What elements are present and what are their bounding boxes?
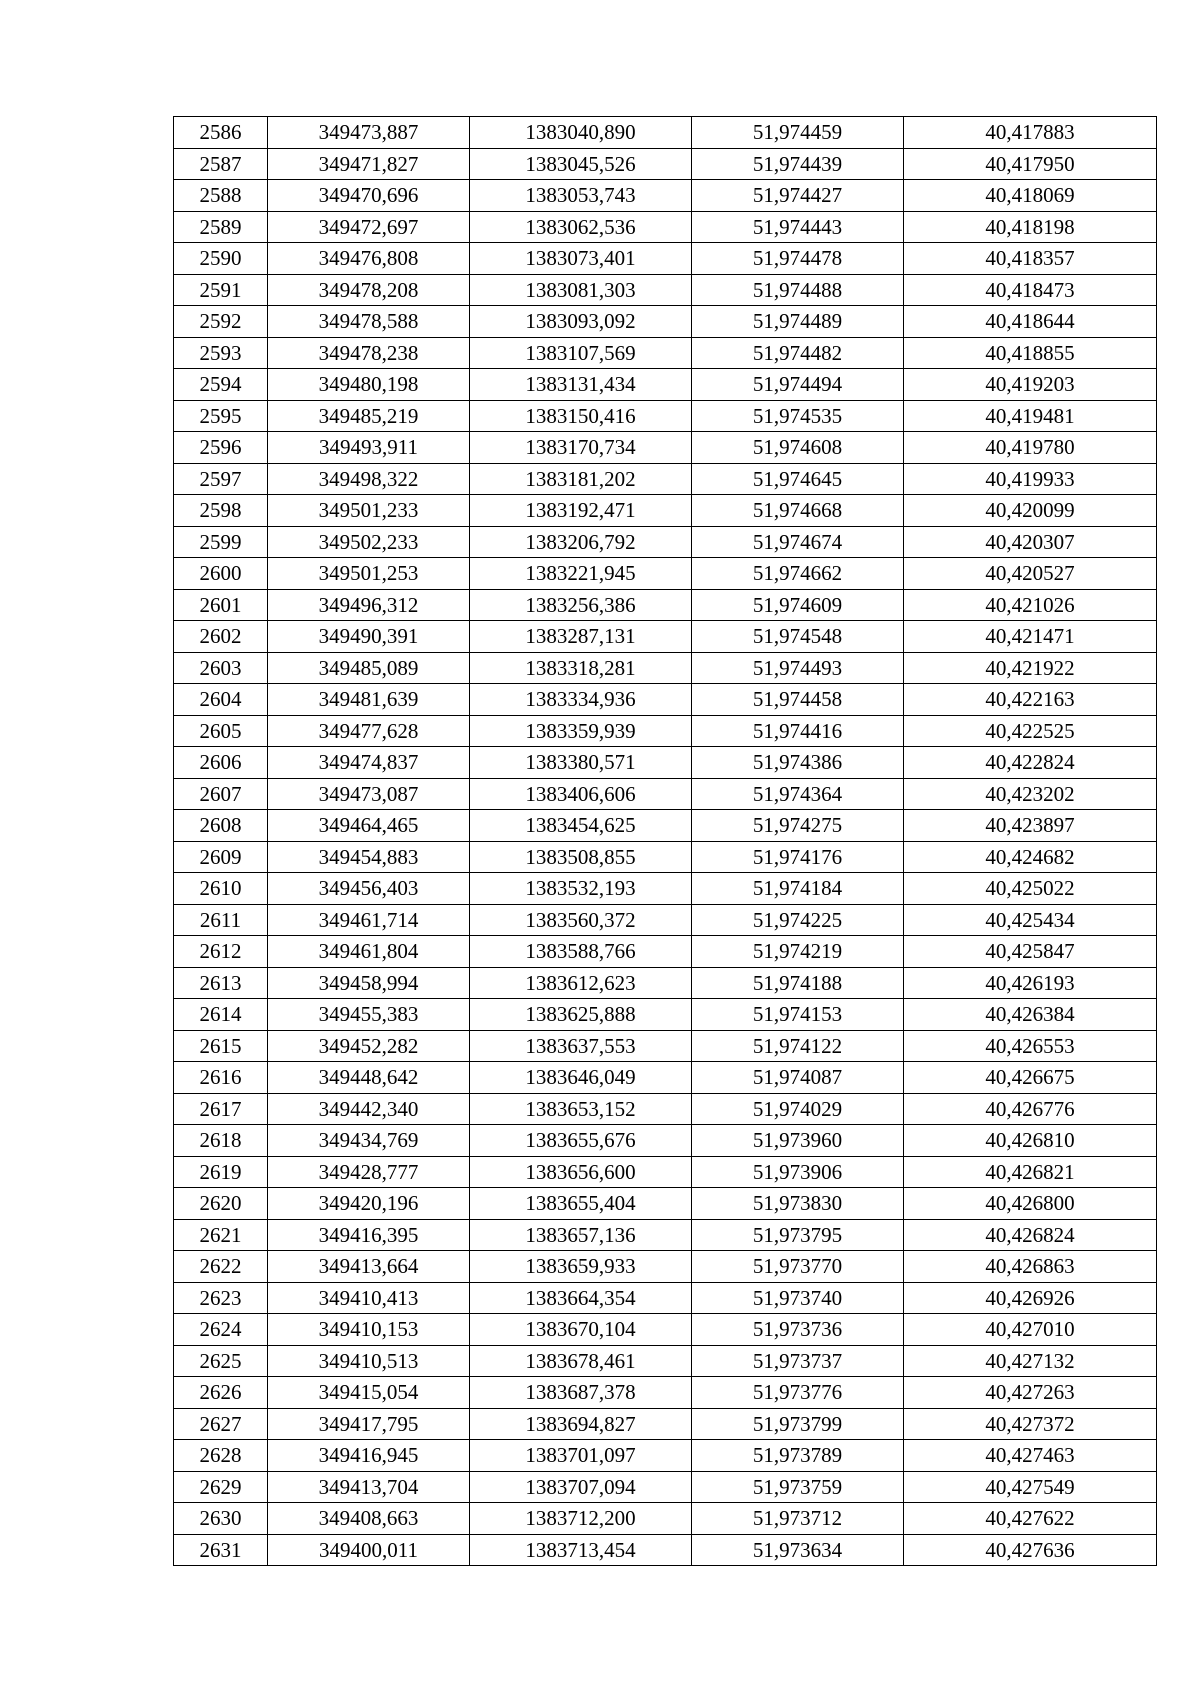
latitude-cell: 51,973960	[692, 1125, 904, 1157]
table-row	[174, 873, 1157, 905]
x-coordinate-cell: 349464,465	[268, 810, 470, 842]
x-coordinate-cell: 349410,153	[268, 1314, 470, 1346]
table-row	[174, 1156, 1157, 1188]
point-number-cell: 2621	[174, 1219, 268, 1251]
point-number-cell: 2601	[174, 589, 268, 621]
table-row	[174, 715, 1157, 747]
latitude-cell: 51,974482	[692, 337, 904, 369]
y-coordinate-cell: 1383334,936	[470, 684, 692, 716]
point-number-cell: 2616	[174, 1062, 268, 1094]
longitude-cell: 40,420307	[904, 526, 1157, 558]
table-row	[174, 1188, 1157, 1220]
y-coordinate-cell: 1383646,049	[470, 1062, 692, 1094]
longitude-cell: 40,421922	[904, 652, 1157, 684]
y-coordinate-cell: 1383532,193	[470, 873, 692, 905]
point-number-cell: 2593	[174, 337, 268, 369]
table-row	[174, 1251, 1157, 1283]
point-number-cell: 2625	[174, 1345, 268, 1377]
point-number-cell: 2623	[174, 1282, 268, 1314]
y-coordinate-cell: 1383318,281	[470, 652, 692, 684]
longitude-cell: 40,423897	[904, 810, 1157, 842]
y-coordinate-cell: 1383045,526	[470, 148, 692, 180]
table-row	[174, 747, 1157, 779]
coordinates-table-body	[174, 117, 1157, 1566]
y-coordinate-cell: 1383081,303	[470, 274, 692, 306]
longitude-cell: 40,419203	[904, 369, 1157, 401]
y-coordinate-cell: 1383659,933	[470, 1251, 692, 1283]
latitude-cell: 51,974219	[692, 936, 904, 968]
table-row	[174, 936, 1157, 968]
latitude-cell: 51,974427	[692, 180, 904, 212]
point-number-cell: 2603	[174, 652, 268, 684]
longitude-cell: 40,426824	[904, 1219, 1157, 1251]
latitude-cell: 51,973634	[692, 1534, 904, 1566]
table-row	[174, 1030, 1157, 1062]
latitude-cell: 51,973906	[692, 1156, 904, 1188]
point-number-cell: 2615	[174, 1030, 268, 1062]
y-coordinate-cell: 1383655,404	[470, 1188, 692, 1220]
longitude-cell: 40,427636	[904, 1534, 1157, 1566]
y-coordinate-cell: 1383073,401	[470, 243, 692, 275]
y-coordinate-cell: 1383701,097	[470, 1440, 692, 1472]
latitude-cell: 51,973759	[692, 1471, 904, 1503]
latitude-cell: 51,974494	[692, 369, 904, 401]
x-coordinate-cell: 349472,697	[268, 211, 470, 243]
point-number-cell: 2590	[174, 243, 268, 275]
latitude-cell: 51,973712	[692, 1503, 904, 1535]
x-coordinate-cell: 349477,628	[268, 715, 470, 747]
latitude-cell: 51,974458	[692, 684, 904, 716]
latitude-cell: 51,974489	[692, 306, 904, 338]
x-coordinate-cell: 349456,403	[268, 873, 470, 905]
x-coordinate-cell: 349458,994	[268, 967, 470, 999]
x-coordinate-cell: 349415,054	[268, 1377, 470, 1409]
x-coordinate-cell: 349410,513	[268, 1345, 470, 1377]
longitude-cell: 40,426675	[904, 1062, 1157, 1094]
latitude-cell: 51,974443	[692, 211, 904, 243]
latitude-cell: 51,974364	[692, 778, 904, 810]
table-row	[174, 589, 1157, 621]
longitude-cell: 40,422824	[904, 747, 1157, 779]
longitude-cell: 40,426926	[904, 1282, 1157, 1314]
latitude-cell: 51,974188	[692, 967, 904, 999]
point-number-cell: 2586	[174, 117, 268, 149]
longitude-cell: 40,427549	[904, 1471, 1157, 1503]
longitude-cell: 40,422525	[904, 715, 1157, 747]
table-row	[174, 1125, 1157, 1157]
point-number-cell: 2594	[174, 369, 268, 401]
latitude-cell: 51,973799	[692, 1408, 904, 1440]
y-coordinate-cell: 1383107,569	[470, 337, 692, 369]
x-coordinate-cell: 349478,208	[268, 274, 470, 306]
latitude-cell: 51,974662	[692, 558, 904, 590]
point-number-cell: 2614	[174, 999, 268, 1031]
latitude-cell: 51,974386	[692, 747, 904, 779]
x-coordinate-cell: 349408,663	[268, 1503, 470, 1535]
point-number-cell: 2624	[174, 1314, 268, 1346]
longitude-cell: 40,418644	[904, 306, 1157, 338]
longitude-cell: 40,426810	[904, 1125, 1157, 1157]
latitude-cell: 51,973737	[692, 1345, 904, 1377]
latitude-cell: 51,974459	[692, 117, 904, 149]
table-row	[174, 1377, 1157, 1409]
table-row	[174, 904, 1157, 936]
y-coordinate-cell: 1383053,743	[470, 180, 692, 212]
longitude-cell: 40,424682	[904, 841, 1157, 873]
latitude-cell: 51,973740	[692, 1282, 904, 1314]
x-coordinate-cell: 349416,945	[268, 1440, 470, 1472]
y-coordinate-cell: 1383359,939	[470, 715, 692, 747]
x-coordinate-cell: 349410,413	[268, 1282, 470, 1314]
y-coordinate-cell: 1383653,152	[470, 1093, 692, 1125]
table-row	[174, 1282, 1157, 1314]
table-row	[174, 274, 1157, 306]
longitude-cell: 40,422163	[904, 684, 1157, 716]
point-number-cell: 2598	[174, 495, 268, 527]
longitude-cell: 40,417950	[904, 148, 1157, 180]
y-coordinate-cell: 1383637,553	[470, 1030, 692, 1062]
x-coordinate-cell: 349461,804	[268, 936, 470, 968]
table-row	[174, 1534, 1157, 1566]
latitude-cell: 51,974478	[692, 243, 904, 275]
latitude-cell: 51,973789	[692, 1440, 904, 1472]
y-coordinate-cell: 1383131,434	[470, 369, 692, 401]
point-number-cell: 2606	[174, 747, 268, 779]
y-coordinate-cell: 1383206,792	[470, 526, 692, 558]
longitude-cell: 40,418069	[904, 180, 1157, 212]
longitude-cell: 40,427132	[904, 1345, 1157, 1377]
x-coordinate-cell: 349490,391	[268, 621, 470, 653]
point-number-cell: 2591	[174, 274, 268, 306]
latitude-cell: 51,974416	[692, 715, 904, 747]
point-number-cell: 2622	[174, 1251, 268, 1283]
table-row	[174, 967, 1157, 999]
y-coordinate-cell: 1383181,202	[470, 463, 692, 495]
point-number-cell: 2626	[174, 1377, 268, 1409]
x-coordinate-cell: 349478,588	[268, 306, 470, 338]
point-number-cell: 2612	[174, 936, 268, 968]
table-row	[174, 117, 1157, 149]
x-coordinate-cell: 349493,911	[268, 432, 470, 464]
y-coordinate-cell: 1383454,625	[470, 810, 692, 842]
longitude-cell: 40,427463	[904, 1440, 1157, 1472]
y-coordinate-cell: 1383588,766	[470, 936, 692, 968]
point-number-cell: 2620	[174, 1188, 268, 1220]
table-row	[174, 306, 1157, 338]
latitude-cell: 51,974668	[692, 495, 904, 527]
x-coordinate-cell: 349452,282	[268, 1030, 470, 1062]
x-coordinate-cell: 349481,639	[268, 684, 470, 716]
latitude-cell: 51,974087	[692, 1062, 904, 1094]
table-row	[174, 463, 1157, 495]
x-coordinate-cell: 349413,704	[268, 1471, 470, 1503]
x-coordinate-cell: 349485,089	[268, 652, 470, 684]
longitude-cell: 40,419481	[904, 400, 1157, 432]
x-coordinate-cell: 349498,322	[268, 463, 470, 495]
point-number-cell: 2588	[174, 180, 268, 212]
longitude-cell: 40,420527	[904, 558, 1157, 590]
point-number-cell: 2589	[174, 211, 268, 243]
y-coordinate-cell: 1383040,890	[470, 117, 692, 149]
longitude-cell: 40,417883	[904, 117, 1157, 149]
longitude-cell: 40,426776	[904, 1093, 1157, 1125]
table-row	[174, 211, 1157, 243]
point-number-cell: 2617	[174, 1093, 268, 1125]
y-coordinate-cell: 1383657,136	[470, 1219, 692, 1251]
longitude-cell: 40,425434	[904, 904, 1157, 936]
y-coordinate-cell: 1383062,536	[470, 211, 692, 243]
latitude-cell: 51,973830	[692, 1188, 904, 1220]
longitude-cell: 40,419780	[904, 432, 1157, 464]
longitude-cell: 40,426553	[904, 1030, 1157, 1062]
y-coordinate-cell: 1383713,454	[470, 1534, 692, 1566]
table-row	[174, 495, 1157, 527]
longitude-cell: 40,418473	[904, 274, 1157, 306]
table-row	[174, 558, 1157, 590]
point-number-cell: 2618	[174, 1125, 268, 1157]
y-coordinate-cell: 1383287,131	[470, 621, 692, 653]
latitude-cell: 51,974609	[692, 589, 904, 621]
point-number-cell: 2599	[174, 526, 268, 558]
table-row	[174, 810, 1157, 842]
point-number-cell: 2608	[174, 810, 268, 842]
point-number-cell: 2607	[174, 778, 268, 810]
point-number-cell: 2596	[174, 432, 268, 464]
point-number-cell: 2627	[174, 1408, 268, 1440]
longitude-cell: 40,426863	[904, 1251, 1157, 1283]
table-row	[174, 1440, 1157, 1472]
table-row	[174, 180, 1157, 212]
point-number-cell: 2604	[174, 684, 268, 716]
x-coordinate-cell: 349501,233	[268, 495, 470, 527]
point-number-cell: 2611	[174, 904, 268, 936]
longitude-cell: 40,426800	[904, 1188, 1157, 1220]
table-row	[174, 999, 1157, 1031]
longitude-cell: 40,426193	[904, 967, 1157, 999]
point-number-cell: 2600	[174, 558, 268, 590]
x-coordinate-cell: 349400,011	[268, 1534, 470, 1566]
table-row	[174, 684, 1157, 716]
latitude-cell: 51,974674	[692, 526, 904, 558]
latitude-cell: 51,974493	[692, 652, 904, 684]
longitude-cell: 40,419933	[904, 463, 1157, 495]
table-row	[174, 1314, 1157, 1346]
x-coordinate-cell: 349476,808	[268, 243, 470, 275]
table-row	[174, 148, 1157, 180]
point-number-cell: 2629	[174, 1471, 268, 1503]
longitude-cell: 40,425847	[904, 936, 1157, 968]
x-coordinate-cell: 349501,253	[268, 558, 470, 590]
latitude-cell: 51,974645	[692, 463, 904, 495]
y-coordinate-cell: 1383560,372	[470, 904, 692, 936]
x-coordinate-cell: 349471,827	[268, 148, 470, 180]
x-coordinate-cell: 349480,198	[268, 369, 470, 401]
y-coordinate-cell: 1383670,104	[470, 1314, 692, 1346]
y-coordinate-cell: 1383707,094	[470, 1471, 692, 1503]
y-coordinate-cell: 1383678,461	[470, 1345, 692, 1377]
latitude-cell: 51,974548	[692, 621, 904, 653]
latitude-cell: 51,973770	[692, 1251, 904, 1283]
x-coordinate-cell: 349454,883	[268, 841, 470, 873]
table-row	[174, 652, 1157, 684]
longitude-cell: 40,426821	[904, 1156, 1157, 1188]
y-coordinate-cell: 1383694,827	[470, 1408, 692, 1440]
table-row	[174, 1219, 1157, 1251]
longitude-cell: 40,418198	[904, 211, 1157, 243]
y-coordinate-cell: 1383712,200	[470, 1503, 692, 1535]
longitude-cell: 40,418357	[904, 243, 1157, 275]
x-coordinate-cell: 349478,238	[268, 337, 470, 369]
latitude-cell: 51,973795	[692, 1219, 904, 1251]
table-row	[174, 621, 1157, 653]
longitude-cell: 40,420099	[904, 495, 1157, 527]
point-number-cell: 2619	[174, 1156, 268, 1188]
point-number-cell: 2631	[174, 1534, 268, 1566]
latitude-cell: 51,974122	[692, 1030, 904, 1062]
point-number-cell: 2602	[174, 621, 268, 653]
point-number-cell: 2592	[174, 306, 268, 338]
longitude-cell: 40,427372	[904, 1408, 1157, 1440]
latitude-cell: 51,974275	[692, 810, 904, 842]
x-coordinate-cell: 349473,087	[268, 778, 470, 810]
latitude-cell: 51,974439	[692, 148, 904, 180]
table-row	[174, 243, 1157, 275]
x-coordinate-cell: 349442,340	[268, 1093, 470, 1125]
x-coordinate-cell: 349428,777	[268, 1156, 470, 1188]
longitude-cell: 40,426384	[904, 999, 1157, 1031]
point-number-cell: 2605	[174, 715, 268, 747]
table-row	[174, 369, 1157, 401]
latitude-cell: 51,974184	[692, 873, 904, 905]
point-number-cell: 2610	[174, 873, 268, 905]
y-coordinate-cell: 1383192,471	[470, 495, 692, 527]
x-coordinate-cell: 349434,769	[268, 1125, 470, 1157]
point-number-cell: 2609	[174, 841, 268, 873]
table-row	[174, 1503, 1157, 1535]
table-row	[174, 1345, 1157, 1377]
table-row	[174, 400, 1157, 432]
x-coordinate-cell: 349496,312	[268, 589, 470, 621]
table-row	[174, 1093, 1157, 1125]
longitude-cell: 40,423202	[904, 778, 1157, 810]
x-coordinate-cell: 349461,714	[268, 904, 470, 936]
y-coordinate-cell: 1383664,354	[470, 1282, 692, 1314]
x-coordinate-cell: 349485,219	[268, 400, 470, 432]
y-coordinate-cell: 1383093,092	[470, 306, 692, 338]
table-row	[174, 1471, 1157, 1503]
latitude-cell: 51,974535	[692, 400, 904, 432]
y-coordinate-cell: 1383655,676	[470, 1125, 692, 1157]
longitude-cell: 40,421026	[904, 589, 1157, 621]
table-row	[174, 778, 1157, 810]
latitude-cell: 51,974488	[692, 274, 904, 306]
longitude-cell: 40,427010	[904, 1314, 1157, 1346]
point-number-cell: 2595	[174, 400, 268, 432]
y-coordinate-cell: 1383380,571	[470, 747, 692, 779]
x-coordinate-cell: 349455,383	[268, 999, 470, 1031]
table-row	[174, 841, 1157, 873]
longitude-cell: 40,418855	[904, 337, 1157, 369]
y-coordinate-cell: 1383150,416	[470, 400, 692, 432]
table-row	[174, 1408, 1157, 1440]
latitude-cell: 51,973736	[692, 1314, 904, 1346]
x-coordinate-cell: 349473,887	[268, 117, 470, 149]
y-coordinate-cell: 1383221,945	[470, 558, 692, 590]
x-coordinate-cell: 349413,664	[268, 1251, 470, 1283]
x-coordinate-cell: 349502,233	[268, 526, 470, 558]
coordinates-table	[173, 116, 1157, 1566]
y-coordinate-cell: 1383656,600	[470, 1156, 692, 1188]
point-number-cell: 2587	[174, 148, 268, 180]
longitude-cell: 40,427263	[904, 1377, 1157, 1409]
y-coordinate-cell: 1383256,386	[470, 589, 692, 621]
latitude-cell: 51,973776	[692, 1377, 904, 1409]
x-coordinate-cell: 349416,395	[268, 1219, 470, 1251]
x-coordinate-cell: 349420,196	[268, 1188, 470, 1220]
point-number-cell: 2628	[174, 1440, 268, 1472]
y-coordinate-cell: 1383612,623	[470, 967, 692, 999]
y-coordinate-cell: 1383170,734	[470, 432, 692, 464]
y-coordinate-cell: 1383687,378	[470, 1377, 692, 1409]
latitude-cell: 51,974608	[692, 432, 904, 464]
x-coordinate-cell: 349448,642	[268, 1062, 470, 1094]
table-row	[174, 526, 1157, 558]
y-coordinate-cell: 1383625,888	[470, 999, 692, 1031]
longitude-cell: 40,427622	[904, 1503, 1157, 1535]
latitude-cell: 51,974176	[692, 841, 904, 873]
table-row	[174, 337, 1157, 369]
x-coordinate-cell: 349470,696	[268, 180, 470, 212]
y-coordinate-cell: 1383508,855	[470, 841, 692, 873]
longitude-cell: 40,425022	[904, 873, 1157, 905]
point-number-cell: 2613	[174, 967, 268, 999]
point-number-cell: 2597	[174, 463, 268, 495]
x-coordinate-cell: 349417,795	[268, 1408, 470, 1440]
latitude-cell: 51,974225	[692, 904, 904, 936]
latitude-cell: 51,974029	[692, 1093, 904, 1125]
table-row	[174, 1062, 1157, 1094]
table-row	[174, 432, 1157, 464]
y-coordinate-cell: 1383406,606	[470, 778, 692, 810]
longitude-cell: 40,421471	[904, 621, 1157, 653]
latitude-cell: 51,974153	[692, 999, 904, 1031]
x-coordinate-cell: 349474,837	[268, 747, 470, 779]
point-number-cell: 2630	[174, 1503, 268, 1535]
